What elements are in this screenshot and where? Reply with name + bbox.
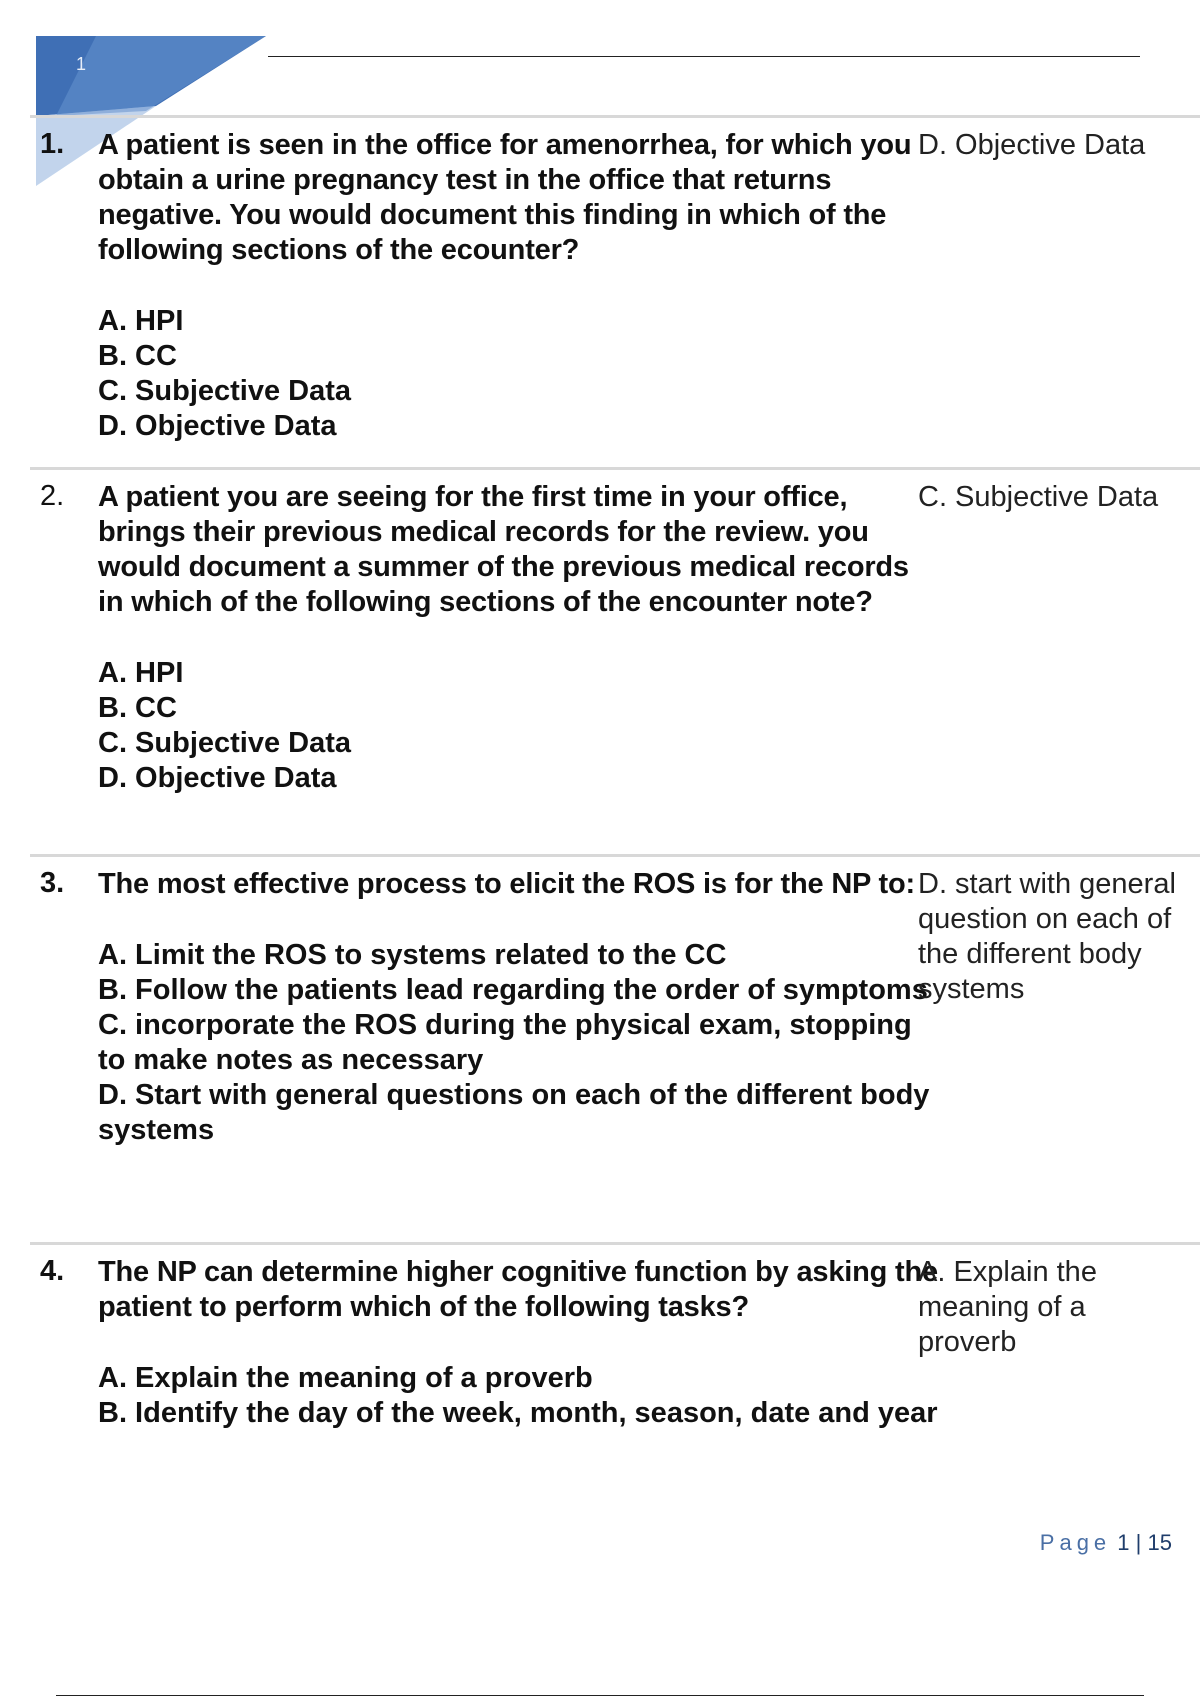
option-list bbox=[98, 938, 938, 1148]
page-current: 1 bbox=[1117, 1530, 1130, 1555]
option-a: A. Explain the meaning of a proverb bbox=[98, 1362, 593, 1394]
question-text: A patient is seen in the office for amenorrhea, for which you obtain a urine pregnancy test in the office that returns negative. You would document this finding in which of the following sections of the ecounter? bbox=[98, 129, 912, 266]
question-3 bbox=[30, 854, 1200, 1242]
option-list bbox=[98, 656, 938, 796]
question-number: 2. bbox=[40, 480, 65, 512]
header-decoration bbox=[36, 36, 266, 116]
page-badge: 1 bbox=[76, 54, 87, 74]
bottom-rule bbox=[56, 1695, 1144, 1696]
answer-text: D. start with general question on each of the different body systems bbox=[918, 868, 1176, 1005]
answer-text: D. Objective Data bbox=[918, 129, 1146, 161]
option-b: B. CC bbox=[98, 340, 177, 372]
question-2 bbox=[30, 467, 1200, 854]
option-c: C. Subjective Data bbox=[98, 375, 352, 407]
question-4 bbox=[30, 1242, 1200, 1512]
option-d: D. Start with general questions on each of the different body systems bbox=[98, 1079, 930, 1146]
page-separator: | bbox=[1135, 1530, 1142, 1555]
page-word: Page bbox=[1039, 1530, 1112, 1555]
option-d: D. Objective Data bbox=[98, 410, 337, 442]
page-total: 15 bbox=[1147, 1530, 1172, 1555]
question-number: 3. bbox=[40, 867, 65, 899]
option-b: B. CC bbox=[98, 692, 177, 724]
option-c: C. incorporate the ROS during the physical exam, stopping to make notes as necessary bbox=[98, 1009, 912, 1076]
question-1 bbox=[30, 115, 1200, 467]
option-b: B. Follow the patients lead regarding the order of symptoms bbox=[98, 974, 928, 1006]
option-list bbox=[98, 304, 938, 444]
option-d: D. Objective Data bbox=[98, 762, 337, 794]
question-number: 1. bbox=[40, 128, 65, 160]
question-text: The most effective process to elicit the ROS is for the NP to: bbox=[98, 868, 915, 900]
option-a: A. Limit the ROS to systems related to the CC bbox=[98, 939, 727, 971]
question-text: A patient you are seeing for the first time in your office, brings their previous medical records for the review. you would document a summer of the previous medical records in which of the following sections of the encounter note? bbox=[98, 481, 909, 618]
header-rule bbox=[268, 56, 1140, 57]
page-footer bbox=[1040, 1530, 1172, 1556]
answer-text: A. Explain the meaning of a proverb bbox=[918, 1256, 1097, 1358]
option-a: A. HPI bbox=[98, 657, 184, 689]
answer-text: C. Subjective Data bbox=[918, 481, 1159, 513]
option-c: C. Subjective Data bbox=[98, 727, 352, 759]
question-number: 4. bbox=[40, 1255, 65, 1287]
option-b: B. Identify the day of the week, month, season, date and year bbox=[98, 1397, 938, 1429]
option-list bbox=[98, 1361, 938, 1431]
option-a: A. HPI bbox=[98, 305, 184, 337]
question-text: The NP can determine higher cognitive function by asking the patient to perform which of the following tasks? bbox=[98, 1256, 938, 1323]
